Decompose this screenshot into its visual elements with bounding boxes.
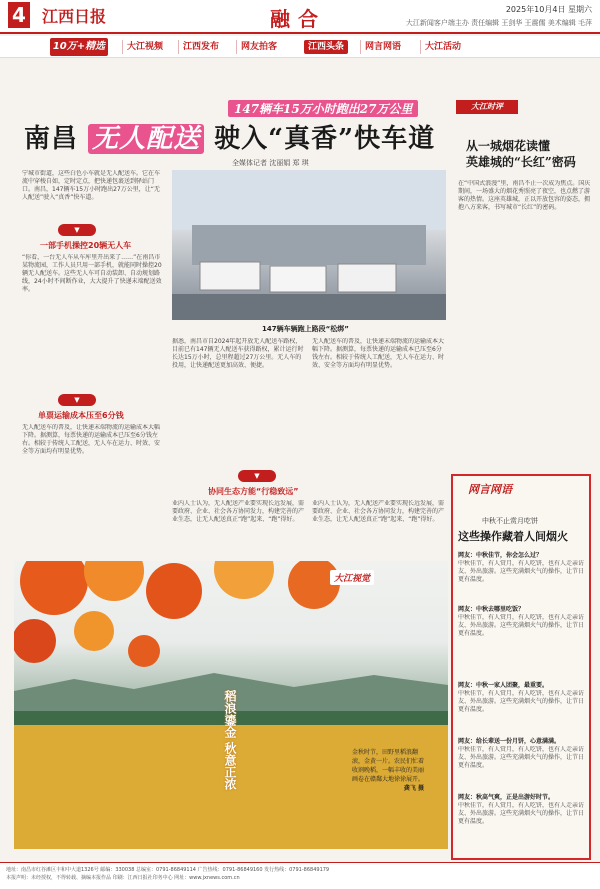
leaf-cluster-7 — [74, 611, 114, 651]
subhead-3-marker: ▼ — [238, 470, 276, 482]
photo-illustration — [172, 170, 446, 320]
opinion-title — [466, 138, 576, 170]
opinion-title-line2: 英雄城的“长红”密码 — [466, 155, 576, 169]
tab-release[interactable]: 江西发布 — [178, 40, 223, 54]
netizen-body-1: 中秋佳节，有人赏月，有人吃饼，也有人走亲访友、外出旅游。这些充满烟火气的操作，让节日更有温度。 — [458, 560, 585, 583]
section-3-text: 业内人士认为，无人配送产业要实现长远发展，需要政府、企业、社会各方协同发力，构建完善的产业生态，让无人配送真正“跑”起来、“跑”得好。 — [172, 500, 304, 523]
subhead-2: 单票运输成本压至6分钱 — [38, 411, 124, 420]
leaf-cluster-1 — [20, 561, 88, 615]
vehicle-2 — [270, 266, 326, 292]
issue-date: 2025年10月4日 星期六 — [505, 5, 592, 14]
netizen-comment-5: 网友：秋高气爽，正是出游好时节。 — [458, 794, 555, 801]
leaf-cluster-3 — [146, 563, 202, 619]
page-footer — [0, 862, 600, 889]
subhead-2-marker: ▼ — [58, 394, 96, 406]
headline-rest: 驶入“真香”快车道 — [214, 124, 436, 154]
column-3-text: 无人配送车的普及，让快递末端物流的运输成本大幅下降。据测算，每票快递的运输成本已压至6分钱左右。相较于传统人工配送，无人车在运力、时效、安全等方面均有明显优势。 — [312, 338, 445, 369]
netizen-comment-2: 网友：中秋去哪里吃饭？ — [458, 606, 525, 613]
tab-video[interactable]: 大江视频 — [122, 40, 167, 54]
tab-photographer[interactable]: 网友拍客 — [236, 40, 281, 54]
netizen-comment-1: 网友：中秋佳节，你会怎么过？ — [458, 552, 543, 559]
lead-kicker: 147辆车15万小时跑出27万公里 — [228, 100, 418, 117]
section-1-text: “你看，一台无人车从车库里开出来了……”在南昌市某物流园，工作人员只用一部手机，就能同时操控20辆无人配送车。这些无人车可自动装卸、自动规划路线，24小时不间断作业，大大提升了快递末端配送效率。 — [22, 254, 162, 293]
opinion-text: 在“中国式浪漫”里，南昌不止一次成为焦点。国庆期间，一场盛大的烟花秀照亮了夜空，也点燃了游客的热情。这座英雄城，正以开放包容的姿态，拥抱八方来客，书写城市“长红”的密码。 — [458, 180, 591, 211]
tab-netizen[interactable]: 网言网语 — [360, 40, 405, 54]
tab-headlines[interactable]: 江西头条 — [304, 40, 348, 54]
leaf-cluster-2 — [84, 561, 144, 601]
headline-city: 南昌 — [24, 124, 79, 154]
leaf-cluster-8 — [128, 635, 160, 667]
autumn-verse: 稻浪鎏金 秋意正浓 — [223, 690, 237, 791]
vehicle-1 — [200, 262, 260, 290]
sky-shape — [172, 170, 446, 230]
subhead-1-marker: ▼ — [58, 224, 96, 236]
netizen-body-4: 中秋佳节，有人赏月，有人吃饼，也有人走亲访友、外出旅游。这些充满烟火气的操作，让节日更有温度。 — [458, 746, 585, 769]
newspaper-logo: 江西日报 — [42, 7, 107, 26]
netizen-title: 这些操作藏着人间烟火 — [458, 530, 568, 543]
vehicle-3 — [338, 264, 396, 292]
lead-byline: 全媒体记者 沈丽娟 郑 琪 — [232, 159, 309, 167]
section-2-text: 无人配送车的普及，让快递末端物流的运输成本大幅下降。据测算，每票快递的运输成本已压至6分钱左右。相较于传统人工配送，无人车在运力、时效、安全等方面均有明显优势。 — [22, 424, 161, 455]
tab-events[interactable]: 大江活动 — [420, 40, 465, 54]
page-number: 4 — [8, 2, 30, 28]
column-2-text: 据悉，南昌市自2024年起开放无人配送车路权，目前已有147辆无人配送车获得路权，累计运行时长达15万小时，总里程超过27万公里。无人车的投用，让快递配送更加高效、便捷。 — [172, 338, 304, 369]
netizen-body-2: 中秋佳节，有人赏月，有人吃饼，也有人走亲访友、外出旅游。这些充满烟火气的操作，让节日更有温度。 — [458, 614, 585, 637]
autumn-caption-text: 金秋时节，田野里稻浪翻滚，金黄一片。农民们忙着收割晚稻，一幅丰收的美丽画卷在赣鄱大地徐徐展开。 — [352, 749, 425, 783]
section-3-text-b: 业内人士认为，无人配送产业要实现长远发展，需要政府、企业、社会各方协同发力，构建完善的产业生态，让无人配送真正“跑”起来、“跑”得好。 — [312, 500, 445, 523]
subhead-1: 一部手机操控20辆无人车 — [40, 241, 132, 250]
lead-headline — [24, 118, 435, 155]
netizen-body-3: 中秋佳节，有人赏月，有人吃饼，也有人走亲访友、外出旅游。这些充满烟火气的操作，让节日更有温度。 — [458, 690, 585, 713]
leaf-cluster-4 — [214, 561, 274, 599]
footer-line-1: 地址：南昌市红谷滩区丰和中大道1326号 邮编：330038 总编室：0791-86849114 广告热线：0791-86849160 发行热线：0791-86849179 — [6, 867, 330, 873]
leaf-cluster-6 — [14, 619, 56, 663]
autumn-caption — [352, 748, 424, 793]
delivery-vehicles-photo — [172, 170, 446, 320]
page-header — [0, 0, 600, 34]
lead-intro: 宁城市街道，这些白色小车就是无人配送车。它在车流中穿梭自如，定时定点，把快递包裹送到驿站门口。南昌，147辆车15万小时跑出27万公里，让“无人配送”驶入“真香”快车道。 — [22, 170, 161, 201]
section-title: 融合 — [270, 7, 326, 31]
channel-tabbar — [0, 36, 600, 58]
netizen-body-5: 中秋佳节，有人赏月，有人吃饼，也有人走亲访友、外出旅游。这些充满烟火气的操作，让节日更有温度。 — [458, 802, 585, 825]
visual-tag: 大江视觉 — [330, 570, 374, 585]
tab-featured[interactable]: 10万+精选 — [50, 38, 108, 56]
netizen-comment-4: 网友：给长辈送一份月饼，心意满满。 — [458, 738, 561, 745]
editor-credits: 大江新闻客户端主办 责任编辑 王剑华 王震儒 美术编辑 毛萍 — [405, 19, 592, 27]
autumn-credit: 龚飞 摄 — [403, 785, 424, 792]
warehouse-shape — [192, 225, 426, 265]
road-shape — [172, 294, 446, 320]
netizen-comment-3: 网友：中秋一家人团聚，最重要。 — [458, 682, 549, 689]
opinion-tag: 大江时评 — [456, 100, 518, 114]
leaf-cluster-5 — [288, 561, 340, 609]
headline-highlight: 无人配送 — [88, 124, 204, 154]
subhead-3: 协同生态方能“行稳致远” — [208, 487, 299, 496]
footer-line-2: 本报声明：未经授权，不得转载、摘编本报作品 印刷：江西日报社印务中心 网址：www.jxnews.com.cn — [6, 875, 240, 881]
netizen-tag: 网言网语 — [468, 483, 512, 496]
photo-caption: 147辆车辆跑上路段“松绑” — [262, 325, 349, 333]
maple-leaves — [14, 561, 340, 667]
netizen-kicker: 中秋不止赏月吃饼 — [482, 517, 538, 525]
opinion-title-line1: 从一城烟花读懂 — [466, 139, 551, 153]
